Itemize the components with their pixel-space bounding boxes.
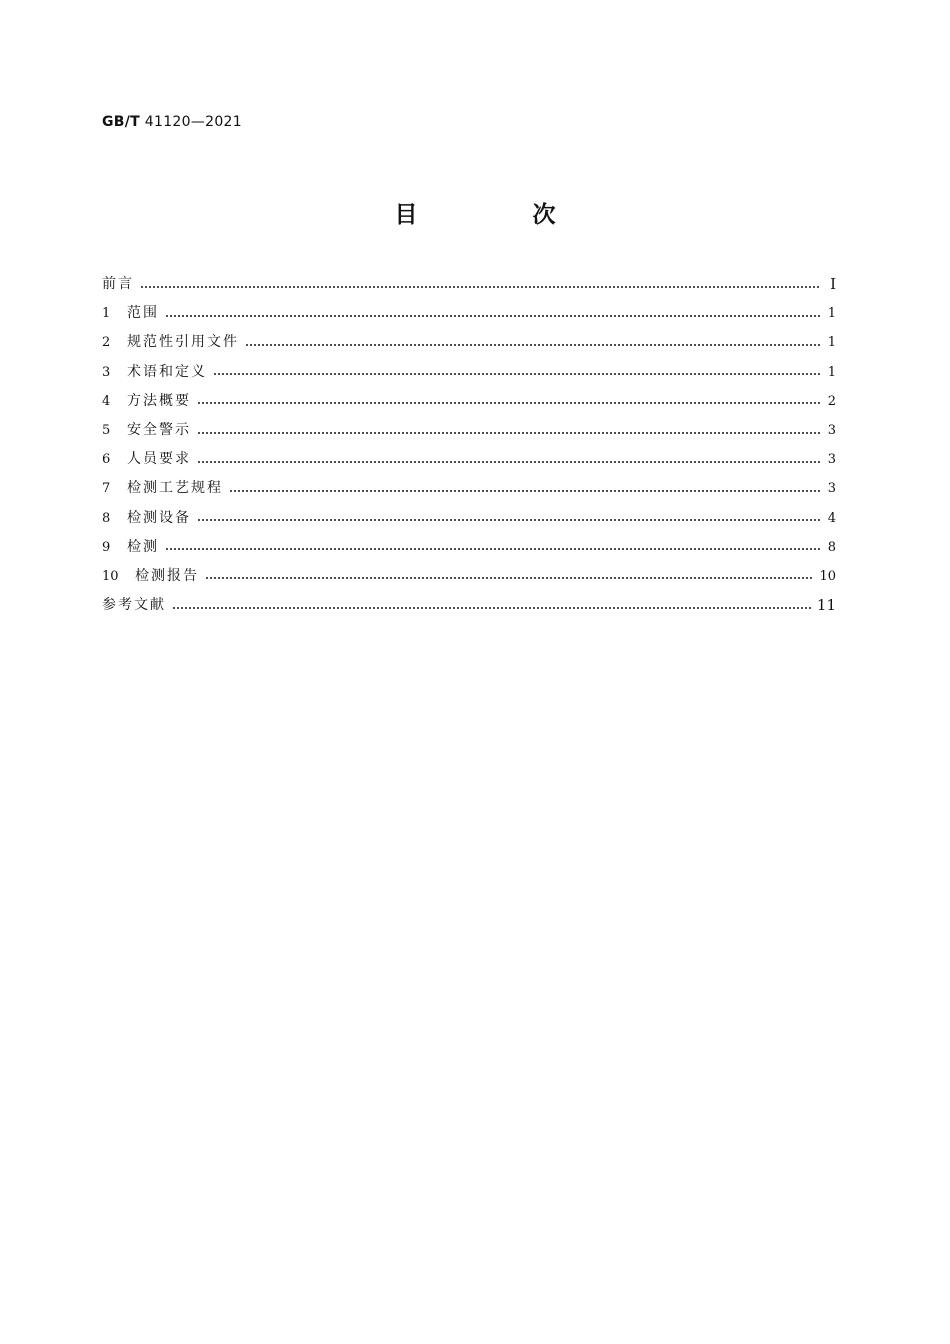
toc-entry-label: 人员要求 [127, 451, 191, 468]
toc-entry-page: 3 [827, 452, 836, 468]
toc-entry-number: 5 [102, 422, 111, 438]
toc-entry[interactable] [102, 299, 836, 328]
toc-entry-label: 检测报告 [135, 567, 199, 584]
toc-entry[interactable] [102, 504, 836, 533]
standard-number: 41120—2021 [144, 114, 242, 130]
toc-entry-label: 检测工艺规程 [127, 480, 223, 497]
toc-leader-dots [140, 286, 820, 288]
toc-entry-label: 参考文献 [102, 597, 166, 614]
toc-entry-page: 11 [816, 596, 836, 615]
toc-entry[interactable] [102, 562, 836, 591]
toc-entry[interactable] [102, 445, 836, 474]
toc-leader-dots [165, 548, 820, 550]
toc-entry[interactable] [102, 270, 836, 299]
toc-entry-label: 前言 [102, 276, 134, 292]
toc-entry-label: 规范性引用文件 [127, 334, 239, 351]
toc-leader-dots [229, 490, 820, 492]
toc-entry-page: 4 [827, 510, 836, 526]
toc-entry-number: 2 [102, 335, 111, 351]
toc-entry-number: 9 [102, 539, 111, 555]
toc-entry-number: 7 [102, 481, 111, 497]
toc-entry[interactable] [102, 416, 836, 445]
toc-leader-dots [205, 577, 813, 579]
toc-entry-label: 术语和定义 [127, 363, 207, 380]
toc-entry[interactable] [102, 474, 836, 503]
toc-entry[interactable] [102, 533, 836, 562]
toc-entry-page: 1 [827, 306, 836, 322]
toc-leader-dots [197, 461, 820, 463]
toc-entry-page: 8 [827, 539, 836, 555]
toc-entry-page: 2 [827, 393, 836, 409]
toc-entry[interactable] [102, 387, 836, 416]
toc-entry-page: 3 [827, 422, 836, 438]
table-of-contents [102, 270, 836, 620]
toc-entry-page: 1 [827, 335, 836, 351]
toc-entry-page: 10 [819, 568, 836, 584]
toc-leader-dots [197, 432, 820, 434]
toc-leader-dots [197, 402, 820, 404]
standard-prefix: GB/T [102, 114, 141, 130]
toc-entry-label: 安全警示 [127, 421, 191, 438]
toc-entry-number: 10 [102, 568, 119, 584]
toc-entry-label: 方法概要 [127, 392, 191, 409]
toc-entry-page: Ⅰ [830, 275, 836, 293]
toc-leader-dots [213, 373, 820, 375]
toc-entry[interactable] [102, 358, 836, 387]
toc-entry-page: 3 [827, 481, 836, 497]
page-title: 目 次 [394, 202, 602, 228]
toc-entry-label: 范围 [127, 305, 159, 322]
toc-leader-dots [197, 519, 820, 521]
toc-entry-number: 3 [102, 364, 111, 380]
toc-entry-number: 1 [102, 306, 111, 322]
toc-entry-number: 6 [102, 452, 111, 468]
toc-entry[interactable] [102, 328, 836, 357]
toc-entry-number: 4 [102, 393, 111, 409]
standard-code [102, 114, 242, 130]
toc-entry-number: 8 [102, 510, 111, 526]
toc-entry-label: 检测设备 [127, 509, 191, 526]
toc-leader-dots [172, 607, 811, 609]
toc-leader-dots [245, 344, 820, 346]
toc-entry[interactable] [102, 591, 836, 620]
toc-entry-page: 1 [827, 364, 836, 380]
toc-leader-dots [165, 315, 820, 317]
toc-entry-label: 检测 [127, 538, 159, 555]
